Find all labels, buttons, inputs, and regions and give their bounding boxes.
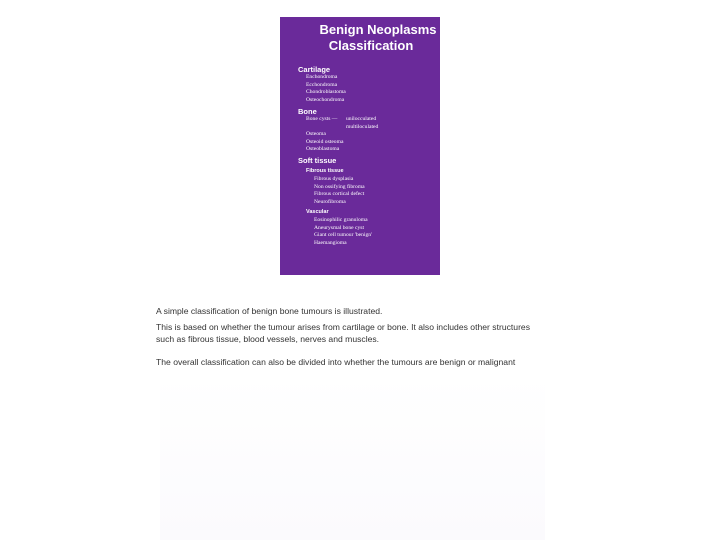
list-item: Chondroblastoma	[306, 89, 346, 95]
list-item: Ecchondroma	[306, 81, 338, 88]
list-item: Osteoblastoma	[306, 146, 340, 152]
slide-title-line2: Classification	[328, 38, 414, 53]
classification-slide	[280, 17, 440, 275]
vascular-heading: Vascular	[306, 209, 329, 215]
list-item: Haemangioma	[314, 239, 347, 246]
bone-cyst-type: multiloculated	[346, 123, 379, 130]
list-item: Osteoid osteoma	[306, 138, 344, 145]
list-item: Fibrous dysplasia	[314, 176, 354, 182]
fibrous-tissue-heading: Fibrous tissue	[306, 168, 344, 174]
bone-heading: Bone	[298, 107, 317, 116]
basis-paragraph-line2: such as fibrous tissue, blood vessels, nerves and muscles.	[156, 334, 380, 344]
list-item: Enchondroma	[306, 74, 338, 80]
intro-paragraph: A simple classification of benign bone tumours is illustrated.	[156, 306, 383, 316]
list-item: Non ossifying fibroma	[314, 183, 365, 190]
basis-paragraph-line1: This is based on whether the tumour arises from cartilage or bone. It also includes other structures	[156, 322, 531, 332]
list-item: Eosinophilic granuloma	[314, 217, 368, 223]
list-item: Fibrous cortical defect	[314, 191, 365, 197]
list-item: Aneurysmal bone cyst	[314, 224, 365, 231]
list-item: Giant cell tumour 'benign'	[314, 232, 373, 238]
list-item: Osteoma	[306, 131, 326, 137]
list-item: Neurofibroma	[314, 198, 346, 205]
slide-title	[280, 22, 440, 54]
bone-cyst-type: unilocculated	[346, 116, 377, 122]
bone-cyst-label: Bone cysts —	[306, 116, 338, 122]
slide-title-line1: Benign Neoplasms	[319, 22, 437, 37]
cartilage-heading: Cartilage	[298, 65, 331, 74]
list-item: Osteochondroma	[306, 96, 345, 103]
overall-paragraph: The overall classification can also be divided into whether the tumours are benign or malignant	[156, 357, 516, 367]
background-shade	[160, 375, 545, 540]
soft-tissue-heading: Soft tissue	[298, 156, 337, 165]
